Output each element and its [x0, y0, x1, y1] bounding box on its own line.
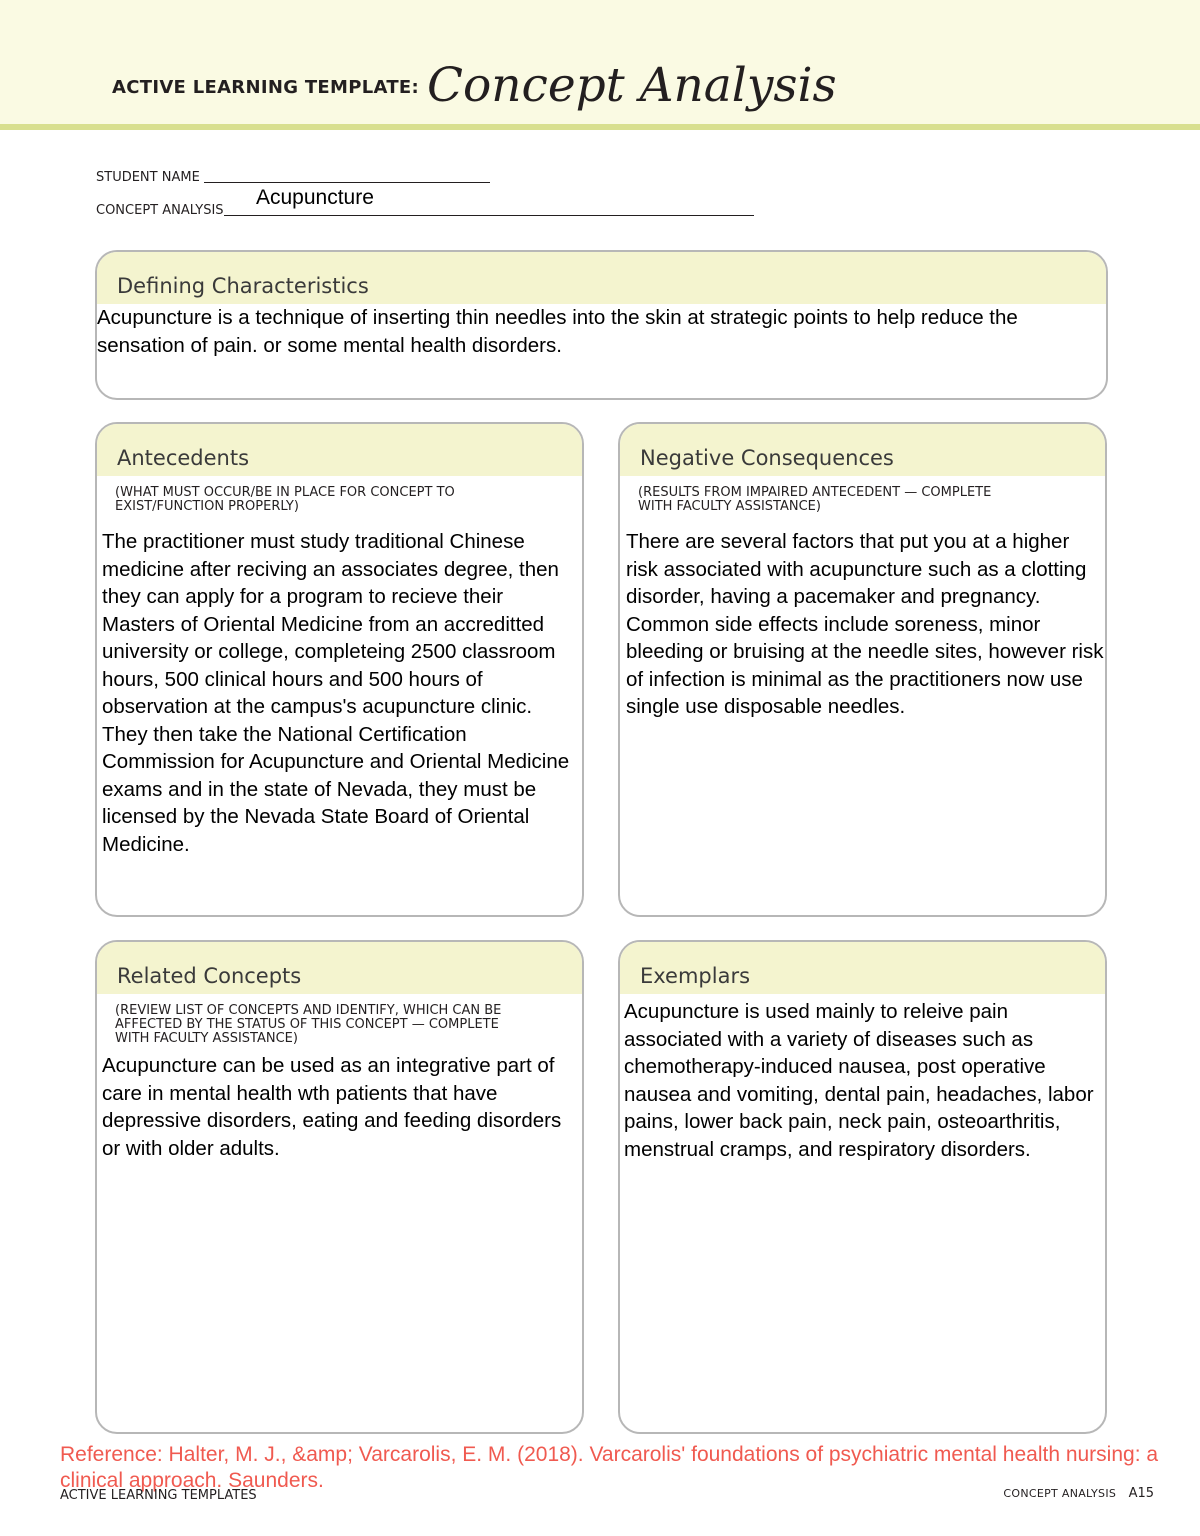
reference-text: Reference: Halter, M. J., &amp; Varcarolis, E. M. (2018). Varcarolis' foundations of psychiatric mental health nursing: a clinical approach. Saunders.: [60, 1443, 1159, 1492]
title-main: Concept Analysis: [427, 58, 837, 113]
footer-left: ACTIVE LEARNING TEMPLATES: [60, 1488, 257, 1503]
negative-title: Negative Consequences: [640, 446, 894, 470]
related-body: Acupuncture can be used as an integrative part of care in mental health wth patients that have depressive disorders, eating and feeding disorders or with older adults.: [102, 1054, 562, 1160]
concept-label: CONCEPT ANALYSIS: [96, 203, 224, 218]
negative-body: There are several factors that put you at a higher risk associated with acupuncture such as a clotting disorder, having a pacemaker and pregnancy. Common side effects include soreness, minor bleeding or bruising at the needle sites, however risk of infection is minimal as the practitioners now use single use disposable needles.: [626, 530, 1104, 718]
related-subtitle: (REVIEW LIST OF CONCEPTS AND IDENTIFY, WHICH CAN BE AFFECTED BY THE STATUS OF THIS CONCEPT — COMPLETE WITH FACULTY ASSISTANCE): [115, 1003, 502, 1046]
exemplars-body: Acupuncture is used mainly to releive pain associated with a variety of diseases such as chemotherapy-induced nausea, post operative nausea and vomiting, dental pain, headaches, labor pains, lower back pain, neck pain, osteoarthritis, menstrual cramps, and respiratory disorders.: [624, 1000, 1094, 1161]
exemplars-box: [618, 940, 1107, 1434]
header-rule: [0, 124, 1200, 130]
antecedents-body: The practitioner must study traditional Chinese medicine after reciving an associates degree, then they can apply for a program to recieve their Masters of Oriental Medicine from an accreditted university or college, completeing 2500 classroom hours, 500 clinical hours and 500 hours of observation at the campus's acupuncture clinic. They then take the National Certification Commission for Acupuncture and Oriental Medicine exams and in the state of Nevada, they must be licensed by the Nevada State Board of Oriental Medicine.: [102, 530, 570, 856]
concept-field: [96, 203, 754, 218]
related-concepts-box: [95, 940, 584, 1434]
antecedents-title: Antecedents: [117, 446, 250, 470]
page-title: [112, 58, 837, 113]
footer-right: [1003, 1486, 1154, 1501]
student-name-field: [96, 170, 490, 185]
defining-characteristics-box: [95, 250, 1108, 400]
negative-consequences-box: [618, 422, 1107, 917]
student-name-line[interactable]: [204, 182, 490, 183]
antecedents-subtitle: (WHAT MUST OCCUR/BE IN PLACE FOR CONCEPT TO EXIST/FUNCTION PROPERLY): [115, 485, 455, 514]
footer-section: CONCEPT ANALYSIS: [1003, 1487, 1117, 1500]
page-number: A15: [1128, 1486, 1154, 1501]
title-prefix: ACTIVE LEARNING TEMPLATE:: [112, 77, 419, 98]
defining-title: Defining Characteristics: [117, 274, 369, 298]
defining-body: Acupuncture is a technique of inserting thin needles into the skin at strategic points to help reduce the sensation of pain. or some mental health disorders.: [97, 306, 1018, 357]
concept-line[interactable]: [224, 215, 754, 216]
related-title: Related Concepts: [117, 964, 302, 988]
antecedents-box: [95, 422, 584, 917]
concept-value: Acupuncture: [256, 186, 374, 209]
exemplars-title: Exemplars: [640, 964, 751, 988]
student-name-label: STUDENT NAME: [96, 170, 200, 185]
negative-subtitle: (RESULTS FROM IMPAIRED ANTECEDENT — COMPLETE WITH FACULTY ASSISTANCE): [638, 485, 992, 514]
